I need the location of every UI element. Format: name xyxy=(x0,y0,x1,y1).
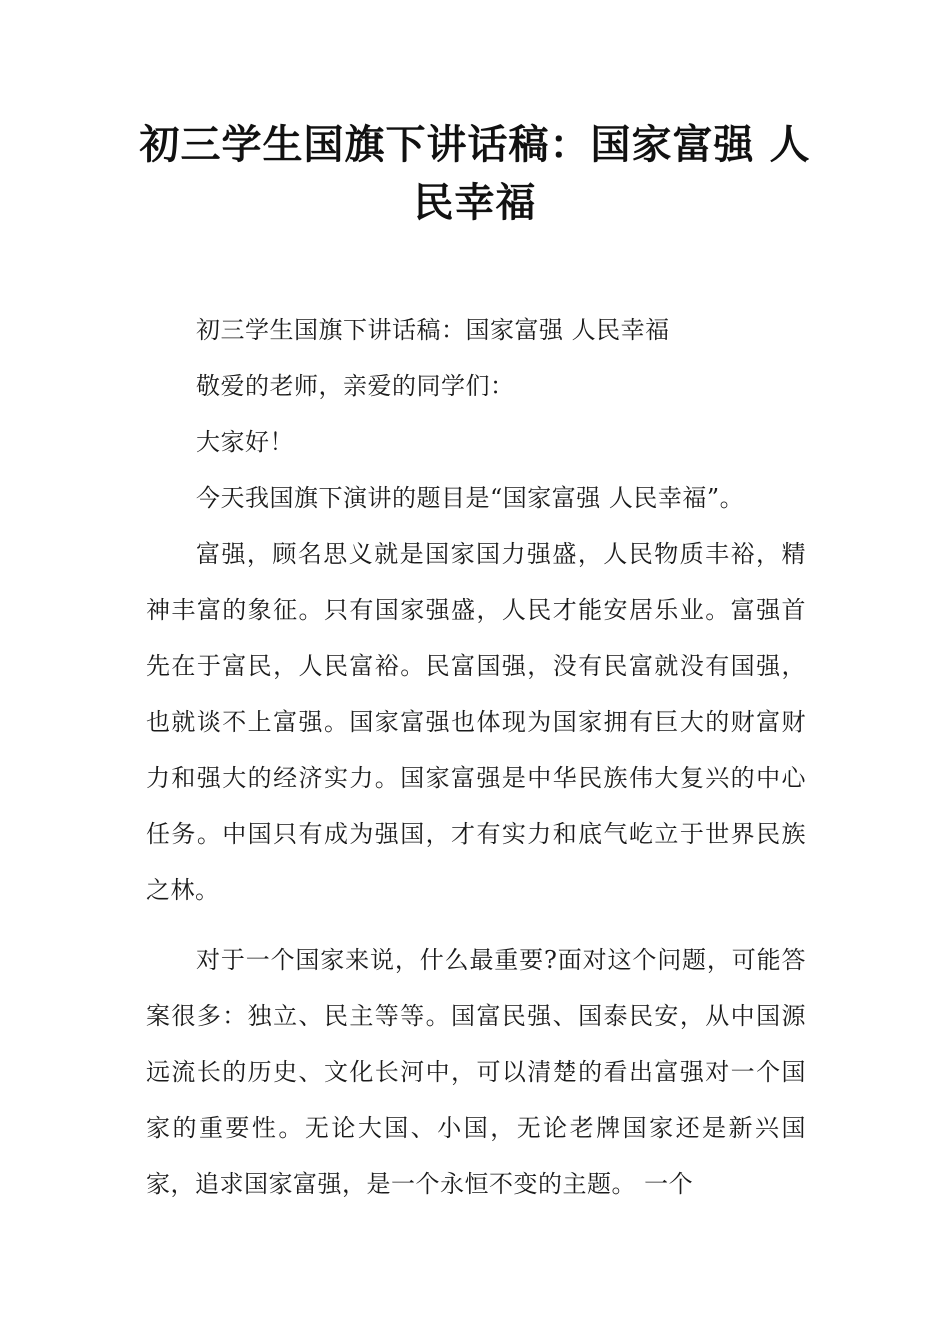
document-title: 初三学生国旗下讲话稿：国家富强 人民幸福 xyxy=(139,121,811,226)
paragraph-greeting: 大家好！ xyxy=(196,428,294,456)
document-body xyxy=(146,302,806,1212)
paragraph-importance: 对于一个国家来说，什么最重要?面对这个问题，可能答案很多：独立、民主等等。国富民强、国泰民安，从中国源远流长的历史、文化长河中，可以清楚的看出富强对一个国家的重要性。无论大国、小国，无论老牌国家还是新兴国家，追求国家富强，是一个永恒不变的主题。 一个 xyxy=(146,946,806,1198)
paragraph-prosperity: 富强，顾名思义就是国家国力强盛，人民物质丰裕，精神丰富的象征。只有国家强盛，人民才能安居乐业。富强首先在于富民，人民富裕。民富国强，没有民富就没有国强，也就谈不上富强。国家富强也体现为国家拥有巨大的财富财力和强大的经济实力。国家富强是中华民族伟大复兴的中心任务。中国只有成为强国，才有实力和底气屹立于世界民族之林。 xyxy=(146,540,806,904)
paragraph-topic: 今天我国旗下演讲的题目是“国家富强 人民幸福”。 xyxy=(196,484,745,512)
paragraph-salutation: 敬爱的老师，亲爱的同学们： xyxy=(196,372,515,400)
paragraph-subtitle: 初三学生国旗下讲话稿：国家富强 人民幸福 xyxy=(196,316,670,344)
